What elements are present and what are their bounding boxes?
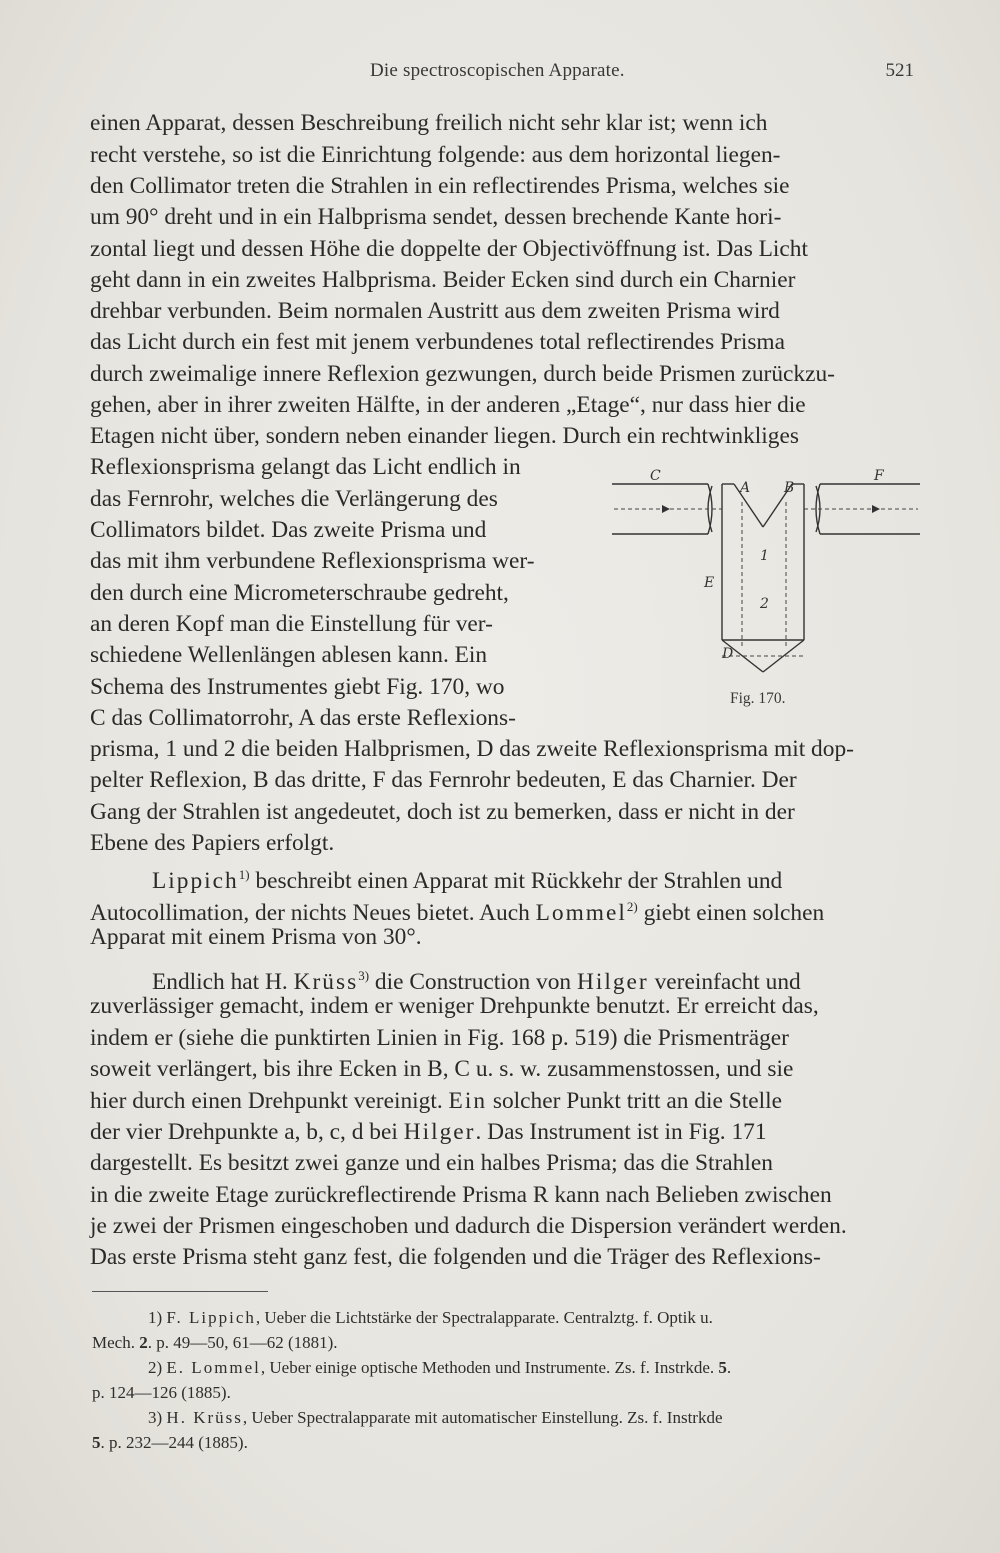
label-B: B xyxy=(784,480,795,496)
text-line xyxy=(90,960,922,995)
footnote-text: . p. 49—50, 61—62 (1881). xyxy=(147,1333,338,1352)
text-line: Gang der Strahlen ist angedeutet, doch ist zu bemerken, dass er nicht in der xyxy=(90,799,795,825)
author-name: Krüss xyxy=(293,969,359,995)
label-D: D xyxy=(722,646,734,662)
figure-170 xyxy=(604,462,926,720)
text-span: giebt einen solchen xyxy=(637,900,825,926)
author-name: Hilger xyxy=(403,1119,476,1145)
footnote-2: 2) E. Lommel, Ueber einige optische Methoden und Instrumente. Zs. f. Instrkde. 5. xyxy=(148,1358,732,1377)
text-line xyxy=(90,859,922,894)
label-2: 2 xyxy=(760,596,769,612)
text-line: soweit verlängert, bis ihre Ecken in B, C u. s. w. zusammenstossen, und sie xyxy=(90,1056,794,1082)
text-line: dargestellt. Es besitzt zwei ganze und ein halbes Prisma; das die Strahlen xyxy=(90,1150,773,1176)
text-line: prisma, 1 und 2 die beiden Halbprismen, D das zweite Reflexionsprisma mit dop- xyxy=(90,736,854,762)
label-1: 1 xyxy=(760,548,769,564)
label-A: A xyxy=(740,480,751,496)
text-line: an deren Kopf man die Einstellung für ver- xyxy=(90,611,493,637)
text-line: gehen, aber in ihrer zweiten Hälfte, in der anderen „Etage“, nur dass hier die xyxy=(90,392,806,418)
text-span: Endlich hat H. xyxy=(152,969,294,995)
text-line: C das Collimatorrohr, A das erste Reflexions- xyxy=(90,705,516,731)
footnote-num: 1) xyxy=(148,1308,163,1327)
footnote-author: E. Lommel xyxy=(166,1358,261,1377)
footnote-ref: 1) xyxy=(238,867,250,882)
text-line: einen Apparat, dessen Beschreibung freilich nicht sehr klar ist; wenn ich xyxy=(90,110,768,136)
text-line xyxy=(90,1086,922,1117)
volume: 2 xyxy=(139,1333,148,1352)
text-line: drehbar verbunden. Beim normalen Austritt aus dem zweiten Prisma wird xyxy=(90,298,780,324)
footnote-text: , Ueber einige optische Methoden und Instrumente. Zs. f. Instrkde. xyxy=(260,1358,719,1377)
text-line: das mit ihm verbundene Reflexionsprisma wer- xyxy=(90,548,535,574)
footnote-rule xyxy=(92,1291,268,1292)
footnote-ref: 3) xyxy=(358,968,370,983)
footnote-author: F. Lippich xyxy=(166,1308,256,1327)
text-line: je zwei der Prismen eingeschoben und dadurch die Dispersion verändert werden. xyxy=(90,1213,847,1239)
footnote-text: , Ueber Spectralapparate mit automatischer Einstellung. Zs. f. Instrkde xyxy=(242,1408,723,1427)
text-line: geht dann in ein zweites Halbprisma. Beider Ecken sind durch ein Charnier xyxy=(90,267,796,293)
text-line: Reflexionsprisma gelangt das Licht endlich in xyxy=(90,454,521,480)
footnote-num: 2) xyxy=(148,1358,163,1377)
text-line: recht verstehe, so ist die Einrichtung folgende: aus dem horizontal liegen- xyxy=(90,142,781,168)
text-line: Das erste Prisma steht ganz fest, die folgenden und die Träger des Reflexions- xyxy=(90,1244,821,1270)
text-line: in die zweite Etage zurückreflectirende Prisma R kann nach Belieben zwischen xyxy=(90,1182,832,1208)
author-name: Lommel xyxy=(535,900,627,926)
page-number: 521 xyxy=(885,60,914,81)
footnote-text: . p. 232—244 (1885). xyxy=(100,1433,248,1452)
figure-caption: Fig. 170. xyxy=(730,690,786,707)
text-span: vereinfacht und xyxy=(648,969,801,995)
footnote-text: , Ueber die Lichtstärke der Spectralapparate. Centralztg. f. Optik u. xyxy=(255,1308,713,1327)
text-span: hier durch einen Drehpunkt vereinigt. xyxy=(90,1088,449,1114)
text-line: Apparat mit einem Prisma von 30°. xyxy=(90,924,422,950)
author-name: Lippich xyxy=(152,868,239,894)
prism-schematic xyxy=(604,462,926,720)
text-line: pelter Reflexion, B das dritte, F das Fernrohr bedeuten, E das Charnier. Der xyxy=(90,767,797,793)
volume: 5 xyxy=(92,1433,101,1452)
running-title: Die spectroscopischen Apparate. xyxy=(370,60,625,81)
text-line xyxy=(90,891,922,926)
footnote-num: 3) xyxy=(148,1408,163,1427)
footnote-text: Mech. xyxy=(92,1333,140,1352)
text-line: Etagen nicht über, sondern neben einander liegen. Durch ein rechtwinkliges xyxy=(90,423,799,449)
text-line: zuverlässiger gemacht, indem er weniger Drehpunkte benutzt. Er erreicht das, xyxy=(90,993,819,1019)
text-line: um 90° dreht und in ein Halbprisma sendet, dessen brechende Kante hori- xyxy=(90,204,782,230)
text-line: das Licht durch ein fest mit jenem verbundenes total reflectirendes Prisma xyxy=(90,329,785,355)
label-E: E xyxy=(704,575,715,591)
author-name: Hilger xyxy=(576,969,649,995)
text-span: solcher Punkt tritt an die Stelle xyxy=(487,1088,782,1114)
text-line: den durch eine Micrometerschraube gedreht, xyxy=(90,580,509,606)
footnote-1 xyxy=(92,1305,922,1330)
text-line: zontal liegt und dessen Höhe die doppelte der Objectivöffnung ist. Das Licht xyxy=(90,236,809,262)
text-span: der vier Drehpunkte a, b, c, d bei xyxy=(90,1119,404,1145)
running-header xyxy=(92,60,922,88)
emphasis: Ein xyxy=(448,1088,488,1114)
footnote-3-cont xyxy=(92,1430,922,1455)
text-line: das Fernrohr, welches die Verlängerung des xyxy=(90,486,498,512)
footnote-ref: 2) xyxy=(626,899,638,914)
text-line: durch zweimalige innere Reflexion gezwungen, durch beide Prismen zurückzu- xyxy=(90,361,835,387)
text-span: beschreibt einen Apparat mit Rückkehr der Strahlen und xyxy=(249,868,783,894)
footnote-author: H. Krüss xyxy=(166,1408,243,1427)
footnote-1-cont xyxy=(92,1330,922,1355)
text-span: Autocollimation, der nichts Neues bietet. Auch xyxy=(90,900,536,926)
text-line: Schema des Instrumentes giebt Fig. 170, wo xyxy=(90,674,505,700)
text-line: den Collimator treten die Strahlen in ein reflectirendes Prisma, welches sie xyxy=(90,173,790,199)
text-span: die Construction von xyxy=(369,969,577,995)
text-line: Collimators bildet. Das zweite Prisma und xyxy=(90,517,487,543)
text-line: schiedene Wellenlängen ablesen kann. Ein xyxy=(90,642,488,668)
footnote-2-cont: p. 124—126 (1885). xyxy=(92,1383,231,1402)
label-C: C xyxy=(650,468,661,484)
label-F: F xyxy=(874,468,884,484)
footnote-3 xyxy=(92,1405,922,1430)
text-span: . Das Instrument ist in Fig. 171 xyxy=(475,1119,767,1145)
text-line xyxy=(90,1117,922,1148)
text-line: Ebene des Papiers erfolgt. xyxy=(90,830,335,856)
text-line: indem er (siehe die punktirten Linien in Fig. 168 p. 519) die Prismenträger xyxy=(90,1025,789,1051)
volume: 5 xyxy=(718,1358,727,1377)
